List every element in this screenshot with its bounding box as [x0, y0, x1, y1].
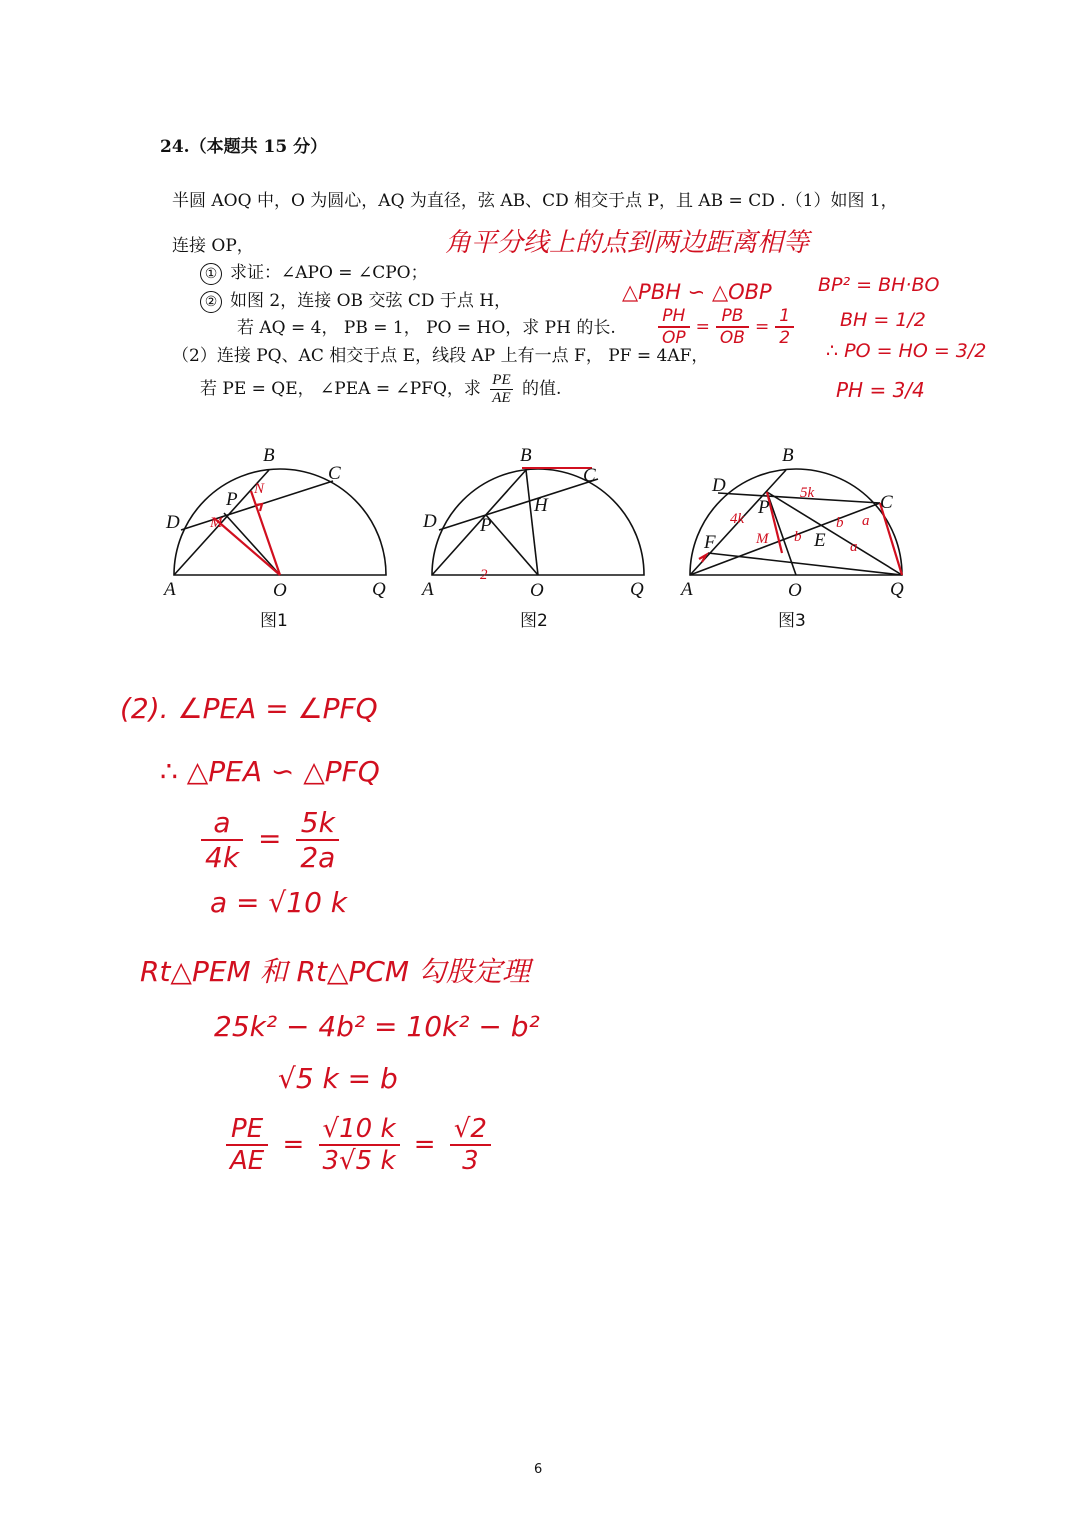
figure-2 — [432, 469, 644, 575]
fig2-label-o: O — [530, 580, 544, 601]
fig2-segment-op — [486, 515, 538, 575]
part3-fraction — [490, 372, 512, 407]
fig1-label-q: Q — [372, 579, 386, 600]
fig3-label-p: P — [758, 497, 770, 518]
part2-text-2: 若 AQ = 4， PB = 1， PO = HO，求 PH 的长. — [237, 318, 616, 338]
solution-line-4: a = √10 k — [210, 886, 348, 919]
fig2-segment-ob — [526, 470, 538, 575]
ratio-frac-2-num: PB — [716, 306, 749, 328]
fig1-label-d: D — [166, 512, 180, 533]
fig3-segment-po — [767, 492, 796, 575]
part2-marker: ② — [200, 291, 222, 313]
fig1-label-b: B — [263, 445, 275, 466]
fig3-mark-4k: 4k — [730, 511, 745, 527]
fig3-label-q: Q — [890, 579, 904, 600]
fig2-mark-two: 2 — [480, 567, 488, 583]
fig2-label-q: Q — [630, 579, 644, 600]
fig3-label-e: E — [814, 530, 826, 551]
ratio-frac-1 — [658, 306, 690, 348]
sol-frac-5-den: 3 — [462, 1146, 479, 1176]
fig3-label-c: C — [880, 492, 893, 513]
note-similar-1: △PBH ∽ △OBP — [622, 280, 772, 304]
fig2-label-b: B — [520, 445, 532, 466]
sol-frac-4-den: 3√5 k — [322, 1146, 396, 1176]
sol-frac-4-num: √10 k — [319, 1114, 400, 1146]
fig1-label-a: A — [164, 579, 176, 600]
fig3-red-arrow — [699, 555, 706, 562]
part3-text-2b: 的值. — [522, 379, 562, 399]
sol-eq-3: = — [413, 1129, 436, 1160]
fig1-label-c: C — [328, 463, 341, 484]
solution-line-8 — [220, 1114, 497, 1176]
sol-frac-5 — [450, 1114, 491, 1176]
fig1-label-p: P — [226, 489, 238, 510]
sol-frac-1-num: a — [201, 806, 243, 841]
fig2-label-d: D — [423, 511, 437, 532]
fig2-label-c: C — [583, 465, 596, 486]
fig2-caption: 图2 — [520, 611, 548, 631]
sol-frac-4 — [319, 1114, 400, 1176]
fig1-label-o: O — [273, 580, 287, 601]
question-title: 24.（本题共 15 分） — [160, 137, 328, 157]
note-ratio — [652, 306, 800, 348]
fig1-mark-m: M — [210, 515, 223, 531]
solution-line-3 — [195, 806, 345, 874]
part3-text: （2）连接 PQ、AC 相交于点 E，线段 AP 上有一点 F， PF = 4AF， — [172, 346, 709, 366]
fig3-label-d: D — [712, 475, 726, 496]
solution-line-5: Rt△PEM 和 Rt△PCM 勾股定理 — [140, 955, 530, 988]
fig2-label-h: H — [534, 495, 548, 516]
ratio-frac-3 — [775, 306, 794, 348]
figures-svg — [150, 435, 950, 635]
problem-intro-2: 连接 OP， — [172, 236, 254, 256]
ratio-frac-2-den: OB — [719, 328, 745, 348]
ratio-frac-1-den: OP — [662, 328, 686, 348]
ratio-frac-2 — [716, 306, 749, 348]
fig1-red-marks — [214, 491, 280, 575]
part2-line — [200, 286, 511, 313]
part3-frac-num: PE — [492, 372, 511, 388]
solution-line-2: ∴ △PEA ∽ △PFQ — [160, 755, 380, 788]
ratio-eq-2: = — [754, 317, 770, 337]
problem-intro: 半圆 AOQ 中，O 为圆心，AQ 为直径，弦 AB、CD 相交于点 P，且 AB = CD .（1）如图 1， — [172, 191, 898, 211]
sol-frac-3-num: PE — [226, 1114, 268, 1146]
sol-eq-1: = — [257, 822, 282, 855]
sol-frac-1 — [201, 806, 243, 874]
part1-text: 求证：∠APO = ∠CPO； — [230, 263, 428, 283]
sol-frac-1-den: 4k — [205, 841, 240, 874]
figure-1 — [174, 469, 386, 575]
fig3-mark-a: a — [862, 513, 870, 529]
fig3-label-o: O — [788, 580, 802, 601]
fig3-mark-b: b — [794, 529, 802, 545]
fig2-label-a: A — [422, 579, 434, 600]
sol-frac-2-num: 5k — [296, 806, 339, 841]
fig3-mark-5k: 5k — [800, 485, 815, 501]
part1-marker: ① — [200, 263, 222, 285]
note-bp: BP² = BH·BO — [818, 274, 940, 296]
sol-eq-2: = — [282, 1129, 305, 1160]
fig3-label-b: B — [782, 445, 794, 466]
ratio-frac-1-num: PH — [658, 306, 690, 328]
fig3-label-a: A — [681, 579, 693, 600]
ratio-frac-3-den: 2 — [779, 328, 791, 348]
solution-line-6: 25k² − 4b² = 10k² − b² — [214, 1010, 540, 1043]
solution-line-7: √5 k = b — [278, 1062, 398, 1095]
fig3-chord-cd — [718, 493, 880, 503]
sol-frac-3-den: AE — [230, 1146, 265, 1176]
note-bh: BH = 1/2 — [840, 309, 926, 331]
ratio-eq-1: = — [695, 317, 710, 337]
fig1-segment-op — [224, 513, 280, 575]
solution-line-1: (2). ∠PEA = ∠PFQ — [120, 692, 378, 725]
part3-frac-den: AE — [492, 390, 511, 406]
fig3-label-f: F — [704, 532, 716, 553]
part3-line-2 — [200, 372, 561, 407]
fig3-mark-b2: b — [836, 515, 844, 531]
part1-line — [200, 258, 428, 285]
fig3-mark-m: M — [756, 531, 769, 547]
fig3-caption: 图3 — [778, 611, 806, 631]
fig2-chord-cd — [439, 479, 598, 530]
fig1-caption: 图1 — [260, 611, 288, 631]
page-number: 6 — [534, 1462, 543, 1477]
fig1-mark-n: N — [254, 481, 265, 497]
fig2-label-p: P — [480, 515, 492, 536]
ratio-frac-3-num: 1 — [775, 306, 794, 328]
sol-frac-3 — [226, 1114, 268, 1176]
sol-frac-2-den: 2a — [300, 841, 336, 874]
note-ph: PH = 3/4 — [836, 378, 925, 402]
part3-text-2a: 若 PE = QE， ∠PEA = ∠PFQ，求 — [200, 379, 481, 399]
note-po: ∴ PO = HO = 3/2 — [826, 340, 987, 362]
sol-frac-2 — [296, 806, 339, 874]
fig3-mark-a2: a — [850, 539, 858, 555]
part2-text: 如图 2，连接 OB 交弦 CD 于点 H， — [230, 291, 512, 311]
sol-frac-5-num: √2 — [450, 1114, 491, 1146]
note-angle-bisector: 角平分线上的点到两边距离相等 — [445, 228, 810, 258]
